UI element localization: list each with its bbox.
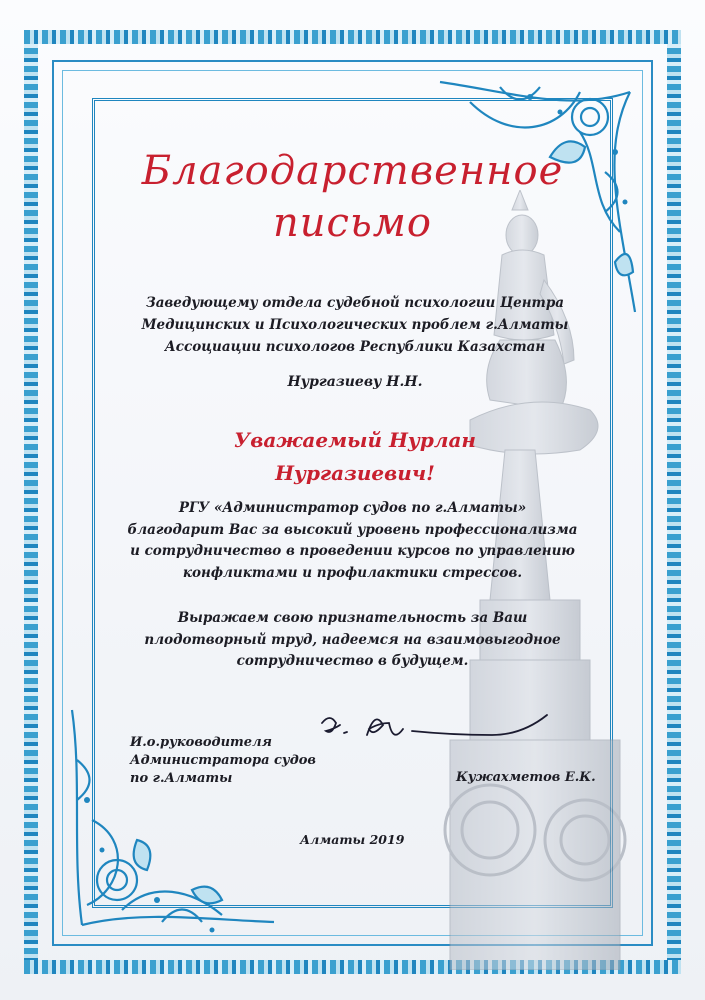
greeting: [110, 424, 600, 490]
addressee-block: [110, 292, 600, 358]
body-line: РГУ «Администратор судов по г.Алматы»: [178, 500, 527, 516]
signatory-position-line: Администратора судов: [130, 753, 316, 768]
recipient-name: Нургазиеву Н.Н.: [287, 374, 423, 390]
certificate-title-line-1: Благодарственное: [141, 148, 564, 194]
body-line: и сотрудничество в проведении курсов по управлению: [130, 543, 575, 559]
body-line: плодотворный труд, надеемся на взаимовыгодное: [144, 631, 561, 648]
signatory-position-line: И.о.руководителя: [130, 735, 272, 750]
addressee-line: Ассоциации психологов Республики Казахстан: [164, 339, 546, 355]
body-line: конфликтами и профилактики стрессов.: [182, 564, 523, 581]
body-line: Выражаем свою признательность за Ваш: [177, 610, 528, 626]
signatory-position-line: по г.Алматы: [130, 771, 233, 786]
body-paragraph-2: [100, 608, 605, 673]
city-year: Алматы 2019: [300, 832, 405, 847]
body-paragraph-1: [100, 498, 605, 584]
addressee-line: Заведующему отдела судебной психологии Центра: [145, 295, 565, 311]
signatory-position: [130, 734, 316, 788]
body-line: благодарит Вас за высокий уровень профессионализма: [127, 521, 578, 538]
greeting-line: Уважаемый Нурлан: [233, 428, 476, 452]
greeting-line: Нургазиевич!: [275, 461, 435, 485]
addressee-line: Медицинских и Психологических проблем г.Алматы: [141, 317, 569, 333]
handwritten-signature: [312, 705, 552, 765]
body-line: сотрудничество в будущем.: [236, 653, 469, 669]
signatory-name: Кужахметов Е.К.: [456, 770, 596, 785]
certificate-title-line-2: письмо: [273, 200, 432, 246]
